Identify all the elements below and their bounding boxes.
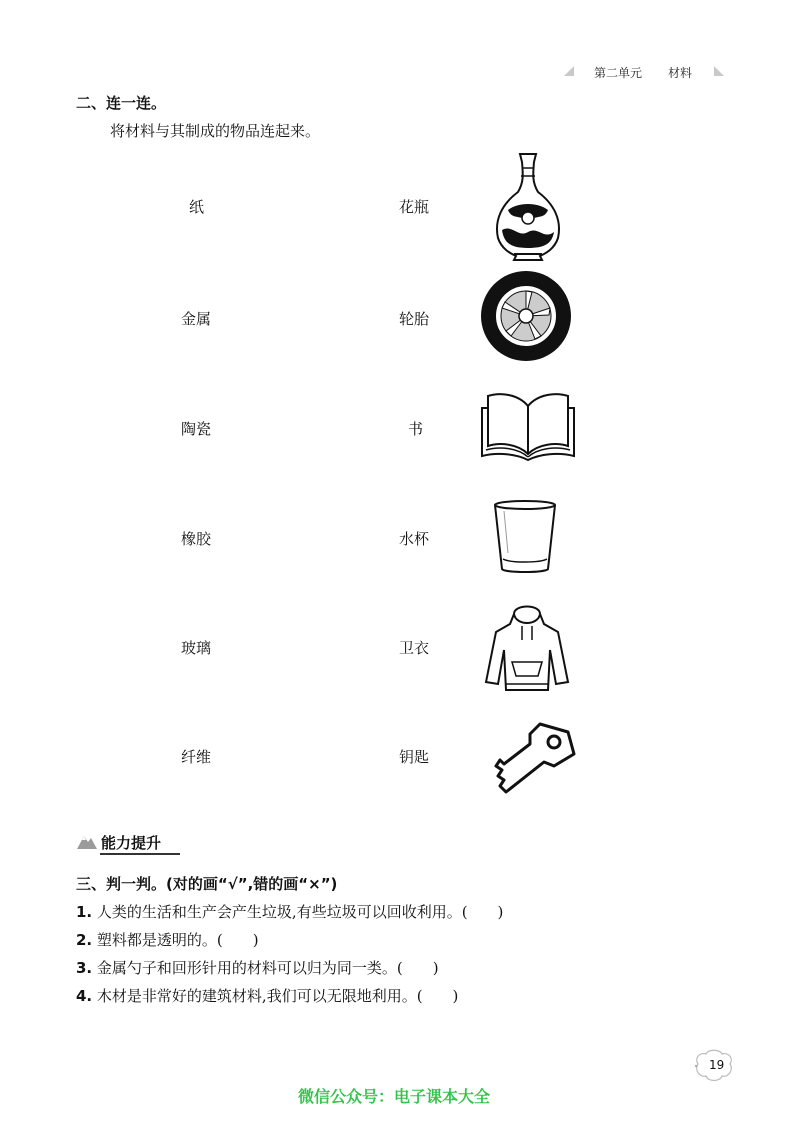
cup-icon [490, 497, 560, 577]
book-icon [478, 388, 578, 464]
question-4 [76, 985, 458, 1006]
item-cup: 水杯 [399, 530, 430, 548]
question-number: 3. [76, 959, 93, 977]
question-3 [76, 957, 439, 978]
item-vase: 花瓶 [399, 198, 430, 216]
ability-underline [100, 853, 180, 855]
topic-label: 材料 [668, 66, 693, 80]
vase-icon [488, 150, 568, 264]
triangle-left-icon [564, 66, 574, 76]
material-rubber: 橡胶 [181, 530, 212, 548]
unit-label: 第二单元 [594, 66, 643, 80]
key-icon [482, 718, 578, 800]
question-text: 金属勺子和回形针用的材料可以归为同一类。( ) [96, 959, 439, 977]
ability-title: 能力提升 [101, 834, 162, 852]
question-number: 4. [76, 987, 93, 1005]
mountain-icon [76, 832, 98, 850]
item-tire: 轮胎 [399, 310, 430, 328]
question-text: 塑料都是透明的。( ) [96, 931, 259, 949]
footer-watermark: 微信公众号：电子课本大全 [298, 1087, 491, 1106]
material-paper: 纸 [189, 198, 205, 216]
triangle-right-icon [714, 66, 724, 76]
question-number: 2. [76, 931, 93, 949]
question-number: 1. [76, 903, 93, 921]
question-text: 木材是非常好的建筑材料,我们可以无限地利用。( ) [96, 987, 459, 1005]
item-key: 钥匙 [399, 748, 430, 766]
material-glass: 玻璃 [181, 639, 212, 657]
tire-icon [478, 268, 574, 364]
section2-instruction: 将材料与其制成的物品连起来。 [110, 122, 321, 140]
section2-title: 二、连一连。 [76, 94, 167, 112]
item-hoodie: 卫衣 [399, 639, 430, 657]
section3-title: 三、判一判。(对的画“√”,错的画“×”) [76, 875, 338, 893]
question-2 [76, 929, 259, 950]
material-metal: 金属 [181, 310, 212, 328]
item-book: 书 [408, 420, 424, 438]
unit-header [560, 60, 730, 82]
question-text: 人类的生活和生产会产生垃圾,有些垃圾可以回收利用。( ) [96, 903, 504, 921]
hoodie-icon [482, 600, 572, 695]
question-1 [76, 901, 503, 922]
material-ceramic: 陶瓷 [181, 420, 212, 438]
material-fiber: 纤维 [181, 748, 212, 766]
page-number: 19 [709, 1058, 725, 1072]
